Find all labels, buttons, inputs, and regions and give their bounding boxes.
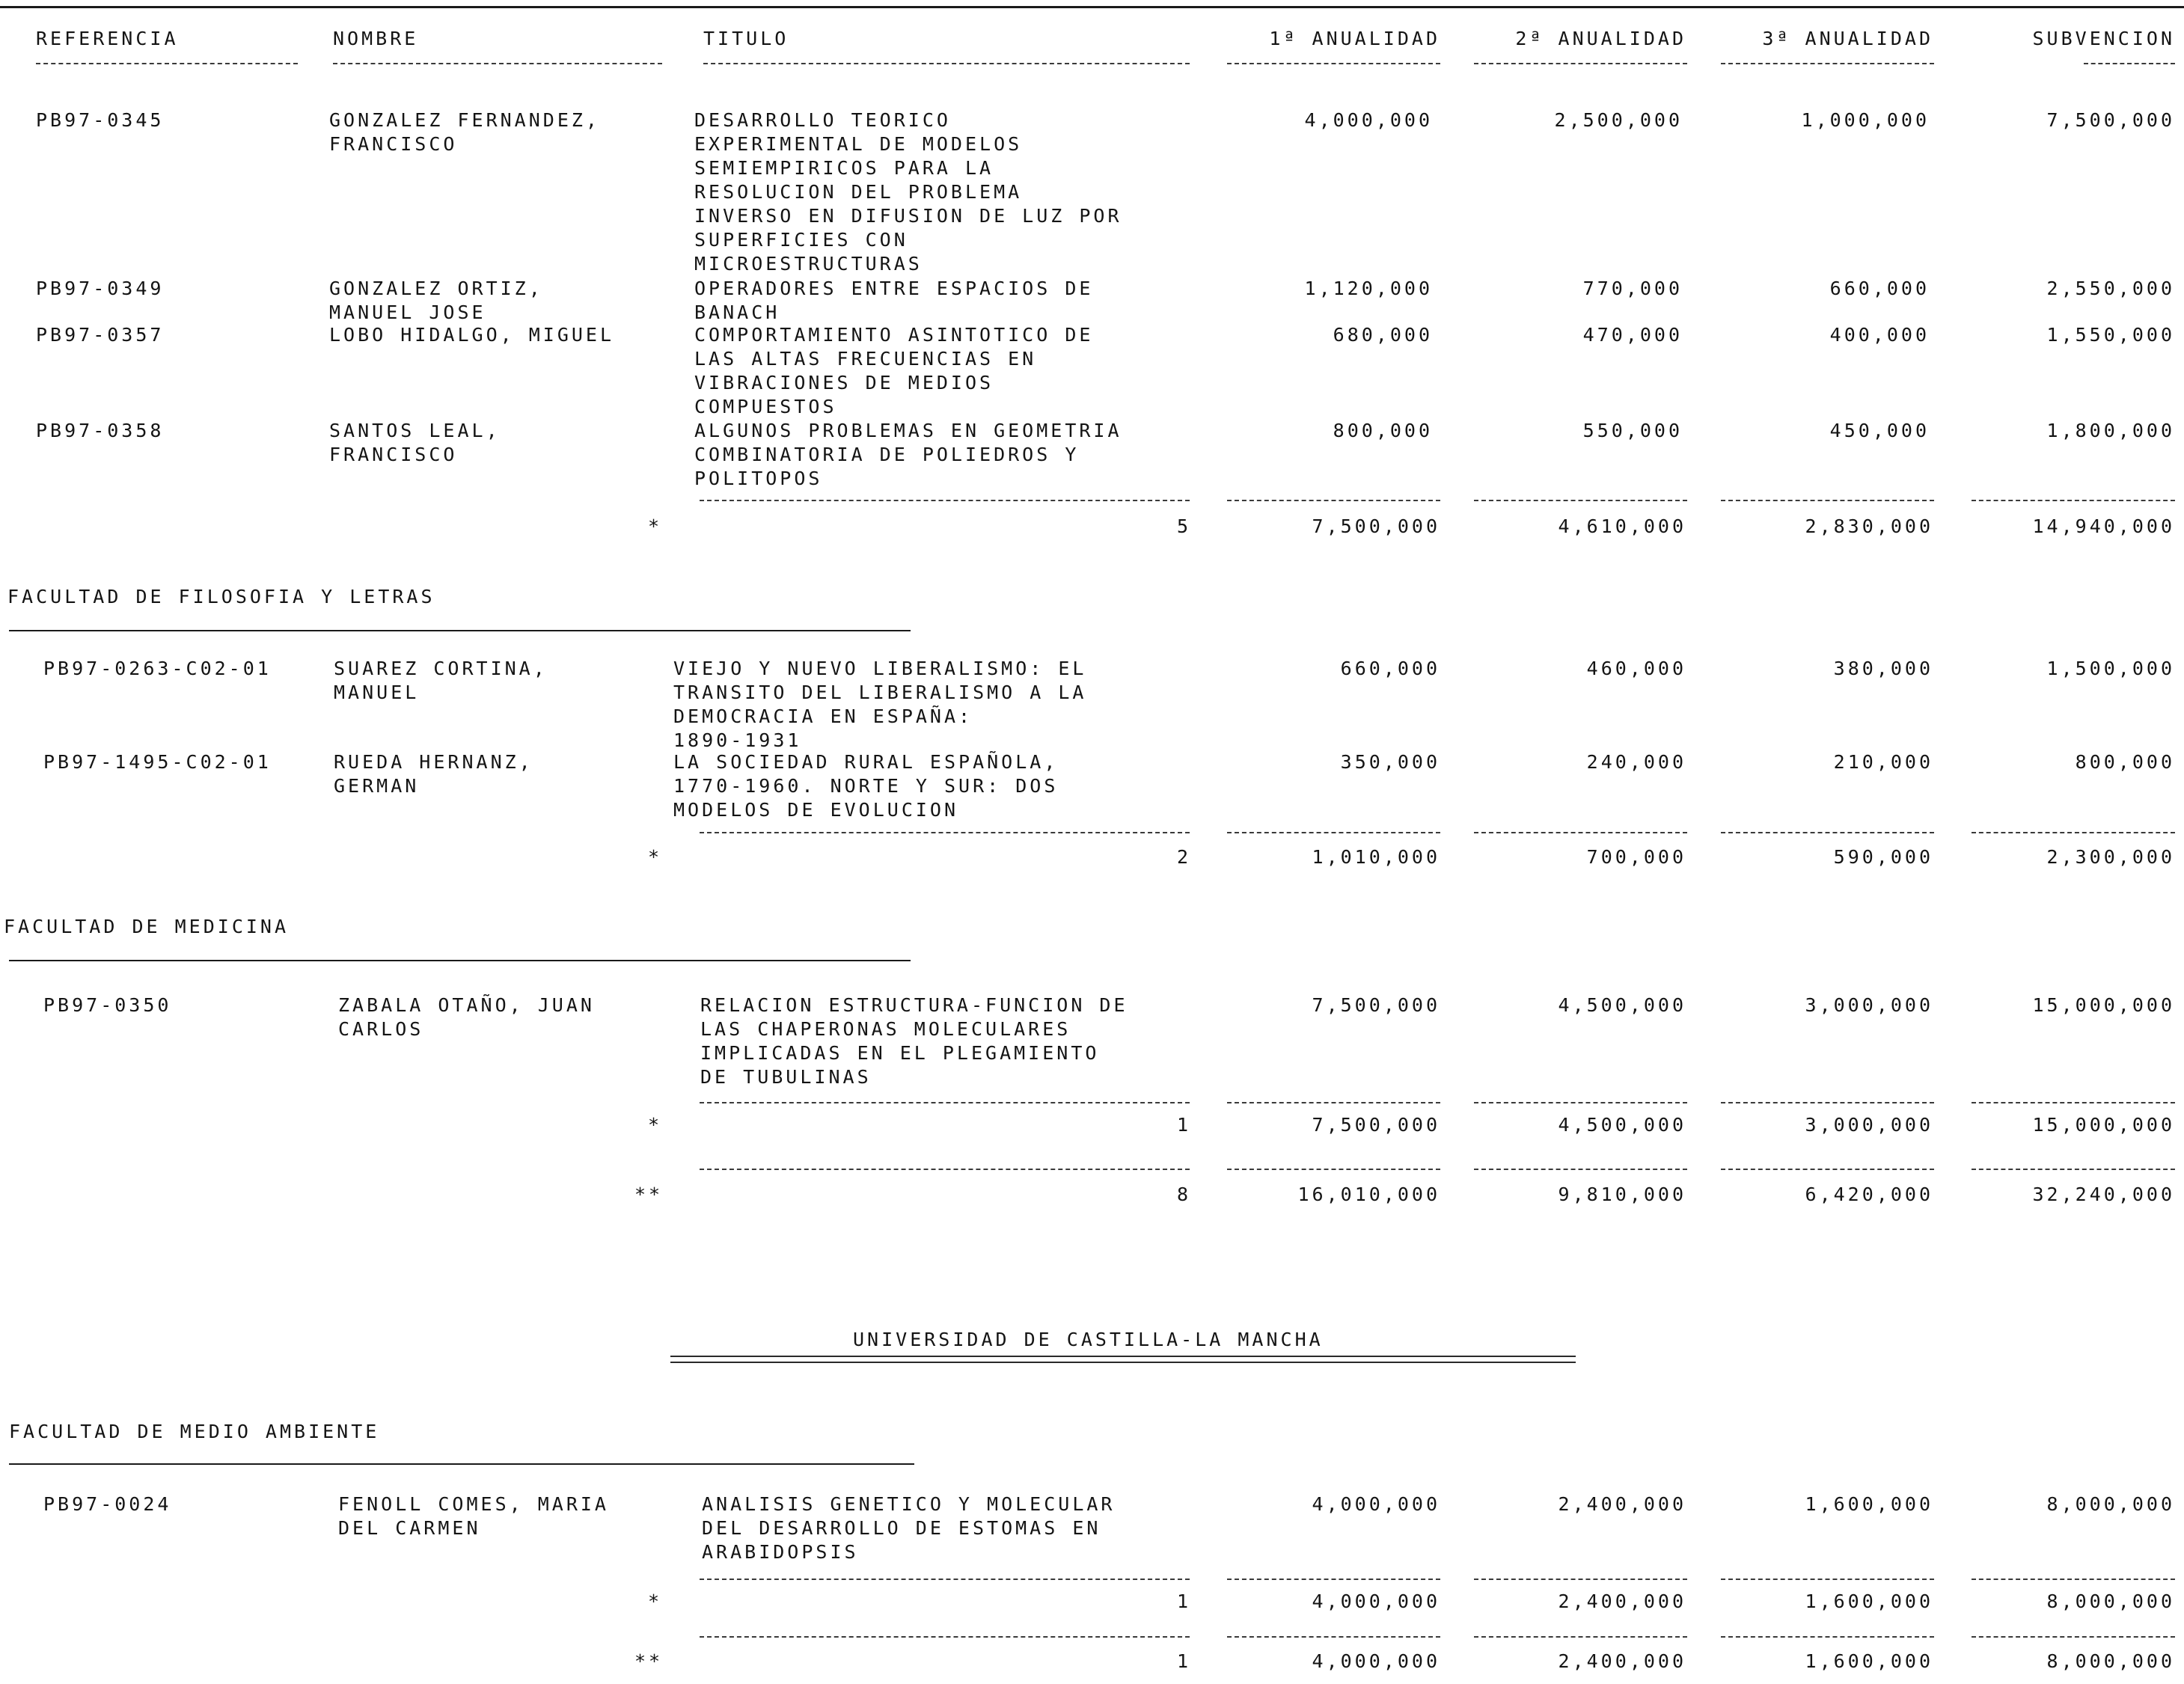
subtotal-rule-a1 (1227, 832, 1440, 833)
faculty-heading-rule (9, 960, 911, 961)
header-underline-nombre (333, 63, 662, 64)
row-title: LA SOCIEDAD RURAL ESPAÑOLA, 1770-1960. NORTE Y SUR: DOS MODELOS DE EVOLUCION (673, 751, 1059, 821)
total-rule-sub (1972, 1169, 2175, 1170)
row-anualidad-2: 2,500,000 (1554, 109, 1683, 131)
subtotal-count: 2 (1176, 846, 1191, 868)
row-title: DESARROLLO TEORICO EXPERIMENTAL DE MODELOS SEMIEMPIRICOS PARA LA RESOLUCION DEL PROBLEMA INVERSO EN DIFUSION DE LUZ POR SUPERFICIES CON MICROESTRUCTURAS (694, 109, 1122, 275)
subtotal-rule-a2 (1474, 1579, 1687, 1580)
subtotal-rule-sub (1972, 832, 2175, 833)
faculty-heading-rule (9, 1463, 914, 1465)
row-anualidad-3: 1,000,000 (1801, 109, 1930, 131)
header-underline-a2 (1474, 63, 1687, 64)
subtotal-anualidad-2: 2,400,000 (1558, 1590, 1686, 1612)
top-rule (0, 6, 2184, 8)
row-title: ANALISIS GENETICO Y MOLECULAR DEL DESARROLLO DE ESTOMAS EN ARABIDOPSIS (702, 1493, 1116, 1563)
subtotal-rule-a1 (1227, 1102, 1440, 1103)
subtotal-rule-title (700, 1579, 1190, 1580)
subtotal-rule-a2 (1474, 1102, 1687, 1103)
row-anualidad-2: 460,000 (1586, 658, 1686, 679)
subtotal-rule-sub (1972, 1579, 2175, 1580)
header-anualidad-2: 2ª ANUALIDAD (1515, 28, 1686, 49)
total-rule-a1 (1227, 1636, 1440, 1638)
row-anualidad-2: 4,500,000 (1558, 994, 1686, 1016)
row-anualidad-3: 380,000 (1833, 658, 1933, 679)
subtotal-rule-a3 (1721, 832, 1934, 833)
header-underline-a3 (1721, 63, 1934, 64)
row-subvencion: 800,000 (2075, 751, 2175, 773)
total-count: 1 (1176, 1650, 1191, 1672)
total-anualidad-1: 16,010,000 (1297, 1184, 1440, 1205)
row-reference: PB97-0263-C02-01 (43, 658, 272, 679)
total-subvencion: 8,000,000 (2046, 1650, 2175, 1672)
header-titulo: TITULO (703, 28, 789, 49)
row-anualidad-3: 1,600,000 (1805, 1493, 1933, 1515)
total-rule-a1 (1227, 1169, 1440, 1170)
row-reference: PB97-0349 (36, 278, 165, 299)
row-anualidad-1: 1,120,000 (1304, 278, 1433, 299)
subtotal-rule-a1 (1227, 1579, 1440, 1580)
header-referencia: REFERENCIA (36, 28, 179, 49)
header-anualidad-3: 3ª ANUALIDAD (1762, 28, 1933, 49)
row-title: OPERADORES ENTRE ESPACIOS DE BANACH (694, 278, 1094, 323)
subtotal-rule-title (700, 500, 1190, 501)
total-anualidad-3: 6,420,000 (1805, 1184, 1933, 1205)
header-underline-a1 (1227, 63, 1440, 64)
row-name: GONZALEZ FERNANDEZ, FRANCISCO (329, 109, 600, 155)
total-anualidad-2: 2,400,000 (1558, 1650, 1686, 1672)
subtotal-anualidad-3: 3,000,000 (1805, 1114, 1933, 1136)
subtotal-anualidad-1: 1,010,000 (1312, 846, 1440, 868)
subtotal-anualidad-3: 2,830,000 (1805, 515, 1933, 537)
row-subvencion: 1,500,000 (2046, 658, 2175, 679)
row-anualidad-1: 4,000,000 (1304, 109, 1433, 131)
subtotal-rule-title (700, 1102, 1190, 1103)
subtotal-rule-a2 (1474, 832, 1687, 833)
row-reference: PB97-1495-C02-01 (43, 751, 272, 773)
total-rule-a3 (1721, 1169, 1934, 1170)
subtotal-count: 1 (1176, 1590, 1191, 1612)
row-anualidad-2: 470,000 (1582, 324, 1683, 346)
total-count: 8 (1176, 1184, 1191, 1205)
subtotal-anualidad-2: 4,500,000 (1558, 1114, 1686, 1136)
row-name: RUEDA HERNANZ, GERMAN (334, 751, 533, 797)
faculty-heading: FACULTAD DE MEDIO AMBIENTE (9, 1421, 380, 1442)
total-anualidad-1: 4,000,000 (1312, 1650, 1440, 1672)
total-mark: ** (634, 1650, 664, 1672)
subtotal-subvencion: 2,300,000 (2046, 846, 2175, 868)
subtotal-anualidad-3: 590,000 (1833, 846, 1933, 868)
total-rule-a2 (1474, 1636, 1687, 1638)
row-name: LOBO HIDALGO, MIGUEL (329, 324, 615, 346)
total-rule-a3 (1721, 1636, 1934, 1638)
header-subvencion: SUBVENCION (2032, 28, 2175, 49)
subtotal-anualidad-2: 4,610,000 (1558, 515, 1686, 537)
subtotal-count: 1 (1176, 1114, 1191, 1136)
row-subvencion: 7,500,000 (2046, 109, 2175, 131)
subtotal-subvencion: 8,000,000 (2046, 1590, 2175, 1612)
subtotal-anualidad-1: 7,500,000 (1312, 1114, 1440, 1136)
subtotal-rule-a1 (1227, 500, 1440, 501)
row-anualidad-1: 660,000 (1340, 658, 1440, 679)
row-subvencion: 8,000,000 (2046, 1493, 2175, 1515)
row-title: ALGUNOS PROBLEMAS EN GEOMETRIA COMBINATORIA DE POLIEDROS Y POLITOPOS (694, 420, 1122, 489)
subtotal-rule-title (700, 832, 1190, 833)
row-name: ZABALA OTAÑO, JUAN CARLOS (338, 994, 595, 1040)
subtotal-rule-sub (1972, 500, 2175, 501)
row-anualidad-2: 240,000 (1586, 751, 1686, 773)
row-subvencion: 2,550,000 (2046, 278, 2175, 299)
row-anualidad-3: 400,000 (1829, 324, 1930, 346)
subtotal-rule-a2 (1474, 500, 1687, 501)
header-nombre: NOMBRE (333, 28, 419, 49)
header-underline-titulo (703, 63, 1190, 64)
subtotal-mark: * (648, 1590, 663, 1612)
subtotal-mark: * (648, 515, 663, 537)
row-anualidad-1: 680,000 (1333, 324, 1433, 346)
subtotal-mark: * (648, 1114, 663, 1136)
row-title: COMPORTAMIENTO ASINTOTICO DE LAS ALTAS FRECUENCIAS EN VIBRACIONES DE MEDIOS COMPUESTOS (694, 324, 1094, 417)
faculty-heading: FACULTAD DE FILOSOFIA Y LETRAS (7, 586, 435, 607)
subtotal-anualidad-1: 4,000,000 (1312, 1590, 1440, 1612)
subtotal-count: 5 (1176, 515, 1191, 537)
row-anualidad-2: 550,000 (1582, 420, 1683, 441)
total-rule-title (700, 1169, 1190, 1170)
row-name: SUAREZ CORTINA, MANUEL (334, 658, 548, 703)
subtotal-anualidad-3: 1,600,000 (1805, 1590, 1933, 1612)
row-subvencion: 15,000,000 (2032, 994, 2175, 1016)
total-subvencion: 32,240,000 (2032, 1184, 2175, 1205)
subtotal-rule-a3 (1721, 500, 1934, 501)
subtotal-rule-a3 (1721, 1579, 1934, 1580)
row-anualidad-3: 660,000 (1829, 278, 1930, 299)
total-mark: ** (634, 1184, 664, 1205)
row-reference: PB97-0350 (43, 994, 172, 1016)
header-anualidad-1: 1ª ANUALIDAD (1269, 28, 1440, 49)
header-underline-ref (36, 63, 298, 64)
faculty-heading: FACULTAD DE MEDICINA (4, 916, 290, 937)
row-anualidad-3: 210,000 (1833, 751, 1933, 773)
total-anualidad-2: 9,810,000 (1558, 1184, 1686, 1205)
total-rule-title (700, 1636, 1190, 1638)
row-title: RELACION ESTRUCTURA-FUNCION DE LAS CHAPERONAS MOLECULARES IMPLICADAS EN EL PLEGAMIENTO DE TUBULINAS (700, 994, 1128, 1088)
subtotal-subvencion: 15,000,000 (2032, 1114, 2175, 1136)
row-name: FENOLL COMES, MARIA DEL CARMEN (338, 1493, 609, 1539)
total-anualidad-3: 1,600,000 (1805, 1650, 1933, 1672)
university-title-rule (670, 1356, 1576, 1363)
row-anualidad-2: 2,400,000 (1558, 1493, 1686, 1515)
total-rule-a2 (1474, 1169, 1687, 1170)
row-subvencion: 1,550,000 (2046, 324, 2175, 346)
row-name: GONZALEZ ORTIZ, MANUEL JOSE (329, 278, 543, 323)
row-name: SANTOS LEAL, FRANCISCO (329, 420, 501, 465)
row-subvencion: 1,800,000 (2046, 420, 2175, 441)
total-rule-sub (1972, 1636, 2175, 1638)
university-title: UNIVERSIDAD DE CASTILLA-LA MANCHA (853, 1329, 1324, 1350)
subtotal-rule-a3 (1721, 1102, 1934, 1103)
row-title: VIEJO Y NUEVO LIBERALISMO: EL TRANSITO DEL LIBERALISMO A LA DEMOCRACIA EN ESPAÑA: 1890-1931 (673, 658, 1087, 751)
row-reference: PB97-0024 (43, 1493, 172, 1515)
row-reference: PB97-0357 (36, 324, 165, 346)
subtotal-rule-sub (1972, 1102, 2175, 1103)
subtotal-mark: * (648, 846, 663, 868)
row-anualidad-3: 3,000,000 (1805, 994, 1933, 1016)
row-reference: PB97-0345 (36, 109, 165, 131)
row-anualidad-1: 800,000 (1333, 420, 1433, 441)
row-anualidad-1: 7,500,000 (1312, 994, 1440, 1016)
row-anualidad-1: 350,000 (1340, 751, 1440, 773)
row-anualidad-1: 4,000,000 (1312, 1493, 1440, 1515)
row-reference: PB97-0358 (36, 420, 165, 441)
header-underline-sub (2084, 63, 2175, 64)
subtotal-anualidad-1: 7,500,000 (1312, 515, 1440, 537)
row-anualidad-2: 770,000 (1582, 278, 1683, 299)
row-anualidad-3: 450,000 (1829, 420, 1930, 441)
subtotal-anualidad-2: 700,000 (1586, 846, 1686, 868)
faculty-heading-rule (9, 630, 911, 631)
subtotal-subvencion: 14,940,000 (2032, 515, 2175, 537)
